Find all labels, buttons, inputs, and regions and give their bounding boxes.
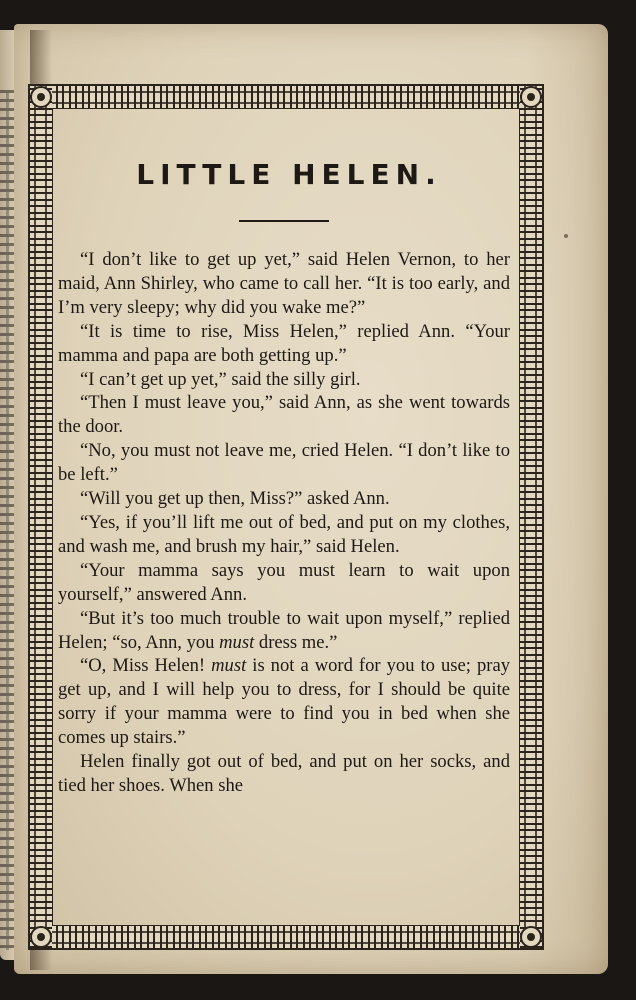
- chapter-title: LITTLE HELEN.: [136, 158, 442, 191]
- corner-rosette-bottom-left: [30, 926, 52, 948]
- corner-rosette-top-left: [30, 86, 52, 108]
- story-paragraph: “Your mamma says you must learn to wait upon yourself,” answered Ann.: [58, 559, 510, 605]
- paragraph-text: “O, Miss Helen!: [80, 655, 212, 677]
- corner-rosette-bottom-right: [520, 926, 542, 948]
- emphasized-word: must: [211, 655, 247, 677]
- story-paragraph: “I don’t like to get up yet,” said Helen Vernon, to her maid, Ann Shirley, who came to call her. “It is too early, and I’m very sleepy; why did you wake me?”: [58, 249, 510, 318]
- story-paragraph: [58, 654, 510, 750]
- story-paragraph: [58, 607, 510, 655]
- ornamental-border-right: [520, 86, 542, 948]
- story-paragraph: “Will you get up then, Miss?” asked Ann.: [80, 488, 390, 510]
- story-paragraph: Helen finally got out of bed, and put on her socks, and tied her shoes. When she: [58, 751, 510, 796]
- paragraph-text: is not a word for you to use; pray get up, and I will help you to dress, for I should be quite sorry if your mamma were to find you in bed when she comes up stairs.”: [58, 655, 510, 749]
- corner-rosette-top-right: [520, 86, 542, 108]
- story-paragraph: “I can’t get up yet,” said the silly girl.: [80, 368, 361, 390]
- ornamental-border-top: [30, 86, 542, 108]
- ornamental-border-bottom: [30, 926, 542, 948]
- ornamental-border-left: [30, 86, 52, 948]
- title-rule: [239, 220, 329, 222]
- story-paragraph: “It is time to rise, Miss Helen,” replied Ann. “Your mamma and papa are both getting up.”: [58, 320, 510, 366]
- story-text: [58, 248, 510, 798]
- emphasized-word: must: [219, 631, 255, 653]
- story-paragraph: “Yes, if you’ll lift me out of bed, and put on my clothes, and wash me, and brush my hair,” said Helen.: [58, 511, 510, 557]
- page-text-block: [58, 150, 510, 798]
- story-paragraph: “Then I must leave you,” said Ann, as she went towards the door.: [58, 392, 510, 438]
- story-paragraph: “No, you must not leave me, cried Helen. “I don’t like to be left.”: [58, 440, 510, 486]
- page-speck: [564, 234, 568, 238]
- paragraph-text: “But it’s too much trouble to wait upon myself,” replied Helen; “so, Ann, you: [58, 607, 510, 653]
- paragraph-text: dress me.”: [254, 631, 338, 653]
